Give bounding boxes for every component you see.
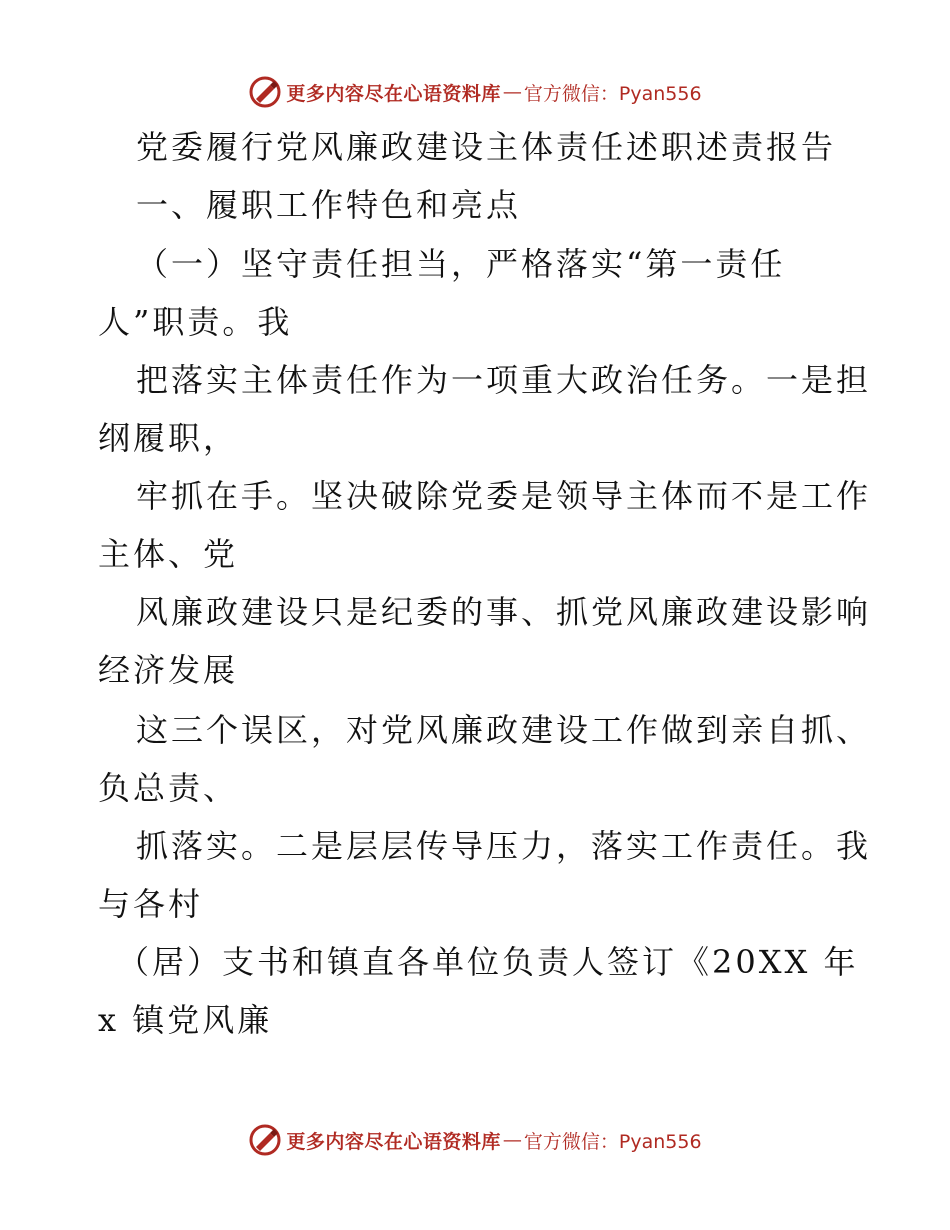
pen-logo-icon xyxy=(248,75,282,109)
banner-wechat: 官方微信：Pyan556 xyxy=(523,1130,702,1153)
banner-dash: — xyxy=(502,1129,522,1151)
text-line: 纲履职， xyxy=(98,419,239,457)
text-line: 牢抓在手。坚决破除党委是领导主体而不是工作 xyxy=(136,477,872,515)
document-title: 党委履行党风廉政建设主体责任述职述责报告 xyxy=(136,128,837,166)
text-line: x 镇党风廉 xyxy=(98,1001,273,1039)
text-line: 与各村 xyxy=(98,885,204,923)
banner-dash: — xyxy=(502,81,522,103)
footer-watermark xyxy=(0,1120,950,1160)
text-line: 主体、党 xyxy=(98,535,239,573)
banner-title: 更多内容尽在心语资料库 xyxy=(286,1130,501,1153)
text-line: 把落实主体责任作为一项重大政治任务。一是担 xyxy=(136,361,872,399)
subsection-heading: （一）坚守责任担当，严格落实“第一责任 xyxy=(136,245,786,283)
banner-wechat: 官方微信：Pyan556 xyxy=(523,82,702,105)
text-line: （居）支书和镇直各单位负责人签订《20XX 年 xyxy=(117,943,859,981)
text-line: 风廉政建设只是纪委的事、抓党风廉政建设影响 xyxy=(136,593,872,631)
section-heading: 一、履职工作特色和亮点 xyxy=(136,186,522,224)
banner-title: 更多内容尽在心语资料库 xyxy=(286,82,501,105)
text-line: 人”职责。我 xyxy=(98,303,293,341)
pen-logo-icon xyxy=(248,1123,282,1157)
text-line: 负总责、 xyxy=(98,769,239,807)
text-line: 经济发展 xyxy=(98,651,239,689)
header-watermark xyxy=(0,72,950,112)
text-line: 抓落实。二是层层传导压力，落实工作责任。我 xyxy=(136,827,872,865)
text-line: 这三个误区，对党风廉政建设工作做到亲自抓、 xyxy=(136,711,872,749)
